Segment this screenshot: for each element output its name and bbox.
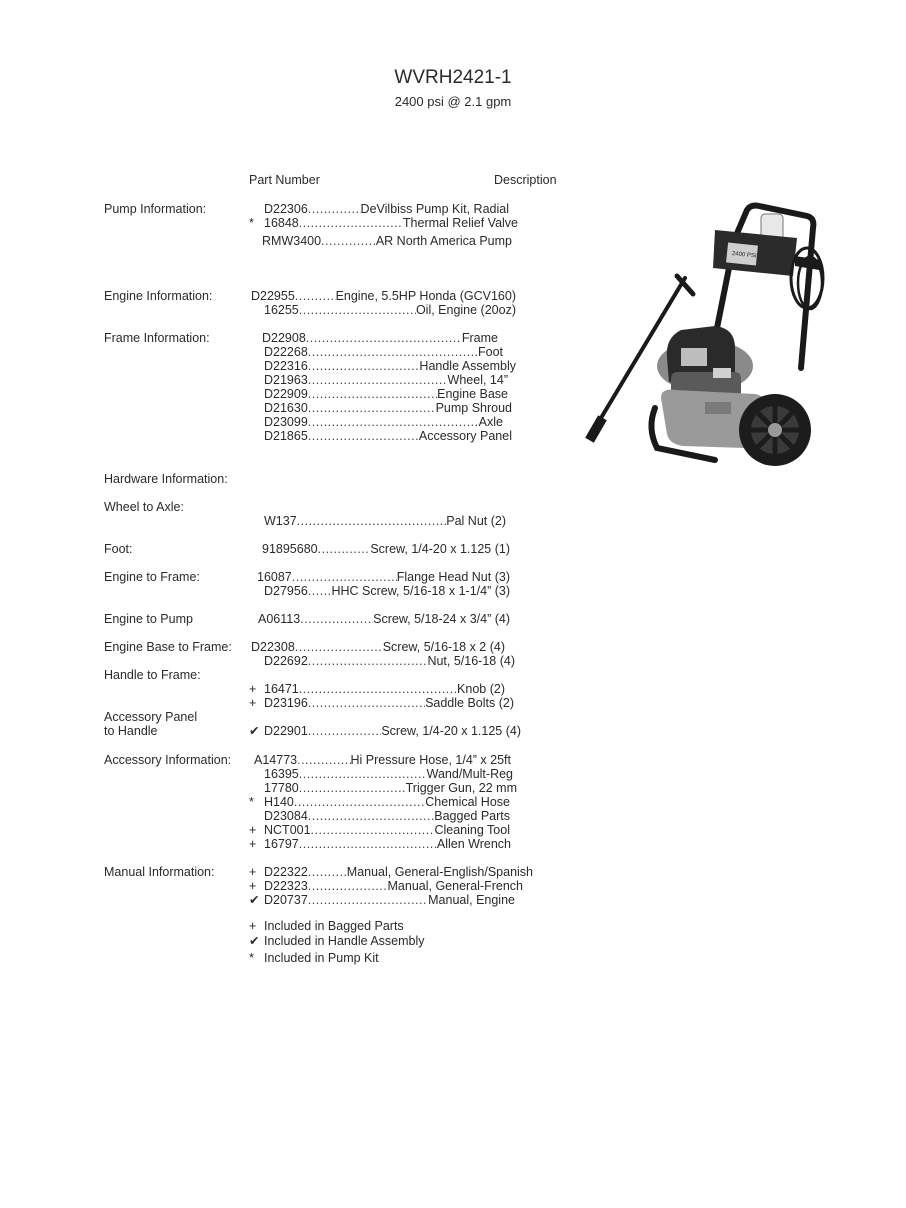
part-description: Allen Wrench <box>436 837 511 851</box>
part-description: Accessory Panel <box>418 429 512 443</box>
part-description: Manual, Engine <box>428 893 515 907</box>
part-row <box>249 823 510 837</box>
part-description: DeVilbiss Pump Kit, Radial <box>360 202 509 216</box>
part-row <box>249 682 505 696</box>
part-row <box>264 345 503 359</box>
legend-text: Included in Bagged Parts <box>264 919 404 933</box>
part-row <box>254 753 511 767</box>
leader-dots <box>308 865 347 879</box>
leader-dots <box>299 682 457 696</box>
part-row <box>264 387 508 401</box>
leader-dots <box>306 331 462 345</box>
part-number: 91895680 <box>262 542 318 556</box>
leader-dots <box>299 216 403 230</box>
part-description: Manual, General-French <box>387 879 523 893</box>
part-description: Cleaning Tool <box>434 823 510 837</box>
leader-dots <box>308 879 388 893</box>
leader-dots <box>308 345 478 359</box>
leader-dots <box>308 654 428 668</box>
part-description: Oil, Engine (20oz) <box>415 303 516 317</box>
leader-dots <box>299 767 427 781</box>
part-number: D22323 <box>264 879 308 893</box>
leader-dots <box>308 359 420 373</box>
leader-dots <box>308 893 428 907</box>
part-number: D22268 <box>264 345 308 359</box>
section-accessory-information: Accessory Information: <box>104 753 232 767</box>
part-description: Nut, 5/16-18 (4) <box>427 654 515 668</box>
part-row <box>249 202 509 216</box>
leader-dots <box>299 303 416 317</box>
part-row <box>251 289 516 303</box>
section-handle-to-frame: Handle to Frame: <box>104 668 201 682</box>
part-number: D21963 <box>264 373 308 387</box>
part-number: D23099 <box>264 415 308 429</box>
leader-dots <box>308 373 448 387</box>
row-mark <box>249 202 264 216</box>
panel-label: 2400 PSI <box>731 250 757 260</box>
part-row <box>264 415 503 429</box>
leader-dots <box>297 514 447 528</box>
part-description: HHC Screw, 5/16-18 x 1-1/4” (3) <box>331 584 510 598</box>
part-row <box>264 809 510 823</box>
leader-dots <box>308 429 419 443</box>
part-number-header: Part Number <box>249 173 320 187</box>
part-number: D22692 <box>264 654 308 668</box>
part-number: D22901 <box>264 724 308 738</box>
part-row <box>262 331 498 345</box>
part-number: 16848 <box>264 216 299 230</box>
part-row <box>249 837 511 851</box>
part-number: D21865 <box>264 429 308 443</box>
row-mark: + <box>249 696 257 710</box>
part-row <box>264 654 515 668</box>
part-row <box>264 767 513 781</box>
part-number: D23084 <box>264 809 308 823</box>
part-description: Pal Nut (2) <box>446 514 506 528</box>
leader-dots <box>308 401 436 415</box>
leader-dots <box>294 795 425 809</box>
legend-mark: * <box>249 951 254 965</box>
part-number: D22909 <box>264 387 308 401</box>
legend-item <box>249 951 379 965</box>
part-row <box>264 429 512 443</box>
part-row <box>251 640 505 654</box>
part-description: Axle <box>478 415 503 429</box>
leader-dots <box>308 415 479 429</box>
leader-dots <box>299 781 406 795</box>
leader-dots <box>299 837 437 851</box>
section-hardware-information: Hardware Information: <box>104 472 228 486</box>
part-number: RMW3400 <box>262 234 322 248</box>
part-number: A14773 <box>254 753 298 767</box>
row-mark: + <box>249 682 257 696</box>
part-number: 16395 <box>264 767 299 781</box>
part-description: Engine Base <box>437 387 508 401</box>
part-row <box>249 696 514 710</box>
part-row <box>249 724 521 738</box>
section-engine-to-pump: Engine to Pump <box>104 612 193 626</box>
leader-dots <box>318 542 371 556</box>
part-row <box>249 893 515 907</box>
leader-dots <box>292 570 397 584</box>
part-row <box>262 234 512 248</box>
part-description: Handle Assembly <box>419 359 516 373</box>
part-number: 17780 <box>264 781 299 795</box>
part-row <box>257 570 510 584</box>
legend-item <box>249 919 404 933</box>
part-description: Pump Shroud <box>435 401 512 415</box>
leader-dots <box>297 753 350 767</box>
leader-dots <box>308 584 332 598</box>
part-description: Hi Pressure Hose, 1/4” x 25ft <box>350 753 511 767</box>
description-header: Description <box>494 173 557 187</box>
part-description: Engine, 5.5HP Honda (GCV160) <box>335 289 516 303</box>
part-description: Frame <box>461 331 498 345</box>
part-number: 16255 <box>264 303 299 317</box>
section-accessory-panel: Accessory Panel <box>104 710 198 724</box>
part-number: D20737 <box>264 893 308 907</box>
row-mark: + <box>249 837 257 851</box>
part-number: D22308 <box>251 640 295 654</box>
part-number: D22908 <box>262 331 306 345</box>
section-engine-information: Engine Information: <box>104 289 213 303</box>
part-number: D27956 <box>264 584 308 598</box>
part-row <box>264 359 516 373</box>
part-number: 16087 <box>257 570 292 584</box>
row-mark: + <box>249 879 257 893</box>
section-engine-base-to-frame: Engine Base to Frame: <box>104 640 232 654</box>
part-description: Thermal Relief Valve <box>402 216 518 230</box>
part-row <box>264 584 510 598</box>
model-rating: 2400 psi @ 2.1 gpm <box>394 94 512 109</box>
row-mark: * <box>249 795 254 809</box>
section-frame-information: Frame Information: <box>104 331 210 345</box>
leader-dots <box>300 612 373 626</box>
part-description: Wheel, 14” <box>447 373 508 387</box>
section-to-handle: to Handle <box>104 724 158 738</box>
section-foot: Foot: <box>104 542 133 556</box>
legend-mark: ✔ <box>249 934 260 948</box>
leader-dots <box>311 823 435 837</box>
part-description: AR North America Pump <box>375 234 512 248</box>
part-number: NCT001 <box>264 823 311 837</box>
legend-item <box>249 934 425 948</box>
part-row <box>264 303 516 317</box>
row-mark: + <box>249 823 257 837</box>
part-description: Screw, 1/4-20 x 1.125 (1) <box>370 542 510 556</box>
legend-text: Included in Pump Kit <box>264 951 379 965</box>
section-manual-information: Manual Information: <box>104 865 215 879</box>
part-row <box>258 612 510 626</box>
part-number: A06113 <box>258 612 301 626</box>
part-row <box>264 401 512 415</box>
part-number: H140 <box>264 795 294 809</box>
part-description: Bagged Parts <box>434 809 510 823</box>
section-pump-information: Pump Information: <box>104 202 207 216</box>
part-row <box>249 879 523 893</box>
leader-dots <box>321 234 376 248</box>
row-mark: ✔ <box>249 893 260 907</box>
part-description: Manual, General-English/Spanish <box>346 865 533 879</box>
part-number: D21630 <box>264 401 308 415</box>
part-row <box>264 781 517 795</box>
part-description: Knob (2) <box>457 682 505 696</box>
part-description: Flange Head Nut (3) <box>396 570 510 584</box>
leader-dots <box>295 289 336 303</box>
part-number: D23196 <box>264 696 308 710</box>
part-number: 16471 <box>264 682 299 696</box>
model-title: WVRH2421-1 <box>394 67 512 88</box>
part-description: Chemical Hose <box>425 795 510 809</box>
part-description: Screw, 5/18-24 x 3/4” (4) <box>373 612 510 626</box>
row-mark: ✔ <box>249 724 260 738</box>
section-engine-to-frame: Engine to Frame: <box>104 570 200 584</box>
part-number: D22306 <box>264 202 308 216</box>
part-description: Wand/Mult-Reg <box>426 767 513 781</box>
part-row <box>264 373 508 387</box>
part-description: Trigger Gun, 22 mm <box>405 781 517 795</box>
part-number: D22322 <box>264 865 308 879</box>
leader-dots <box>308 202 361 216</box>
section-wheel-to-axle: Wheel to Axle: <box>104 500 184 514</box>
part-row <box>249 865 533 879</box>
part-row <box>264 514 506 528</box>
leader-dots <box>308 696 425 710</box>
part-number: W137 <box>264 514 297 528</box>
leader-dots <box>308 809 434 823</box>
row-mark: + <box>249 865 257 879</box>
part-description: Foot <box>477 345 503 359</box>
part-description: Screw, 1/4-20 x 1.125 (4) <box>381 724 521 738</box>
part-row <box>249 216 518 230</box>
part-row <box>262 542 510 556</box>
part-number: D22316 <box>264 359 308 373</box>
part-number: D22955 <box>251 289 295 303</box>
leader-dots <box>308 387 437 401</box>
legend-text: Included in Handle Assembly <box>264 934 425 948</box>
part-row <box>249 795 510 809</box>
legend-mark: + <box>249 919 257 933</box>
part-number: 16797 <box>264 837 299 851</box>
row-mark: * <box>249 216 254 230</box>
part-description: Screw, 5/16-18 x 2 (4) <box>382 640 505 654</box>
part-description: Saddle Bolts (2) <box>425 696 514 710</box>
pressure-washer-illustration <box>585 198 845 488</box>
leader-dots <box>308 724 382 738</box>
leader-dots <box>295 640 383 654</box>
